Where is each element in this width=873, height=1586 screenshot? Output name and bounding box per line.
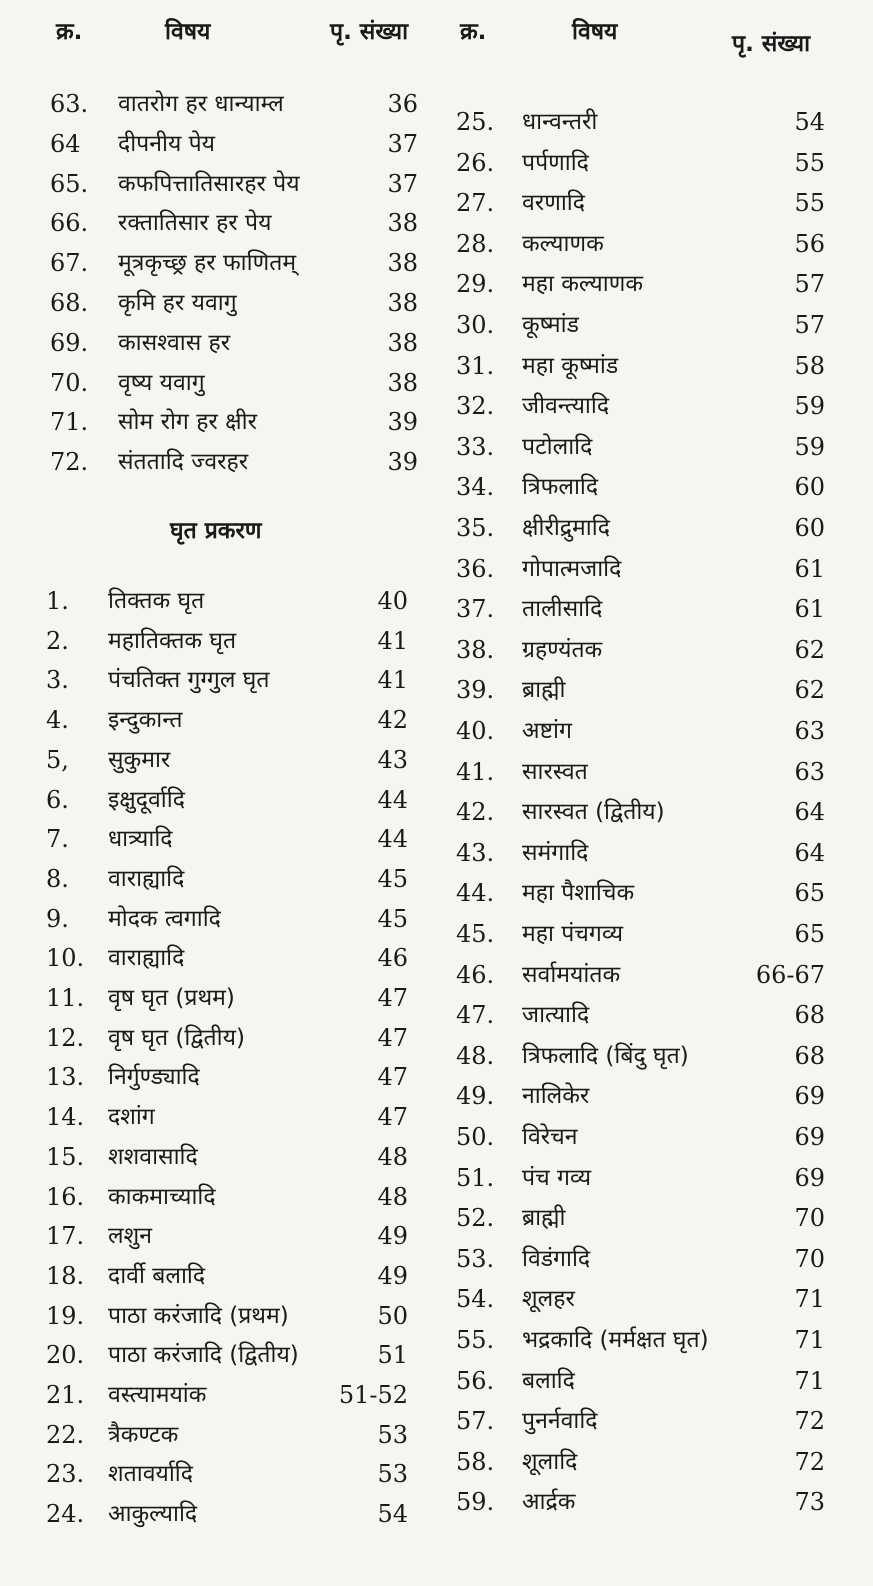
toc-row [436,183,873,223]
row-serial: 46. [456,960,495,989]
toc-row [0,819,436,859]
row-serial: 44. [456,879,495,908]
row-serial: 21. [46,1381,85,1409]
row-title: इन्दुकान्त [108,707,183,734]
row-page-number: 54 [377,1500,408,1529]
row-serial: 58. [456,1447,495,1476]
toc-row [436,955,873,995]
toc-row [0,1137,436,1177]
row-title: विडंगादि [522,1245,591,1272]
row-serial: 15. [46,1142,85,1171]
header-serial-label: क्र. [460,19,487,45]
row-title: शतावर्यादि [108,1461,193,1488]
row-page-number: 41 [377,666,408,695]
row-title: जीवन्त्यादि [522,393,610,420]
toc-row [0,938,436,978]
row-page-number: 58 [794,351,825,380]
row-title: गोपात्मजादि [522,555,622,582]
toc-row [436,549,873,589]
row-serial: 50. [456,1123,495,1151]
row-page-number: 47 [377,984,408,1012]
header-subject-label: विषय [572,19,618,45]
row-serial: 45. [456,920,495,948]
row-title: वृष घृत (द्वितीय) [108,1024,245,1051]
toc-row [0,442,436,482]
row-title: ब्राह्मी [522,677,566,704]
row-page-number: 41 [377,626,408,655]
row-title: सुकुमार [108,746,171,773]
row-serial: 33. [456,432,495,461]
row-page-number: 63 [794,757,825,786]
toc-row [436,833,873,873]
row-page-number: 37 [387,169,418,198]
header-serial-label: क्र. [56,19,83,45]
row-serial: 34. [456,473,495,502]
toc-row [0,1454,436,1494]
toc-row [436,914,873,954]
row-page-number: 59 [794,432,825,461]
row-serial: 29. [456,270,495,299]
row-page-number: 50 [377,1301,408,1330]
row-page-number: 66-67 [755,960,825,989]
row-title: त्रैकण्टक [108,1421,179,1448]
toc-row [436,427,873,467]
row-title: वाराह्यादि [108,865,185,892]
toc-row [436,1158,873,1198]
row-page-number: 69 [794,1123,825,1151]
toc-row [0,581,436,621]
row-page-number: 63 [794,717,825,745]
toc-row [436,1076,873,1116]
row-serial: 57. [456,1407,495,1436]
toc-row [436,630,873,670]
row-serial: 32. [456,392,495,421]
toc-row [0,859,436,899]
header-subject-label: विषय [165,19,211,45]
row-serial: 23. [46,1460,85,1489]
toc-row [0,1097,436,1137]
row-page-number: 55 [794,148,825,177]
toc-row [436,264,873,304]
row-title: सोम रोग हर क्षीर [118,409,257,436]
row-serial: 31. [456,351,495,380]
row-page-number: 39 [387,408,418,437]
row-page-number: 57 [794,270,825,299]
row-title: महा पैशाचिक [522,880,635,907]
row-serial: 71. [50,408,89,437]
toc-row [0,1415,436,1455]
toc-row [436,1239,873,1279]
toc-row [436,752,873,792]
row-serial: 9. [46,904,69,933]
row-serial: 64 [50,129,81,158]
toc-row [0,203,436,243]
row-title: काकमाच्यादि [108,1183,216,1210]
row-title: पटोलादि [522,433,593,460]
row-serial: 1. [46,587,69,615]
row-title: पंचतिक्त गुग्गुल घृत [108,667,270,694]
row-page-number: 56 [794,229,825,258]
row-serial: 56. [456,1366,495,1395]
row-title: सर्वामयांतक [522,961,621,988]
row-page-number: 61 [794,595,825,624]
row-serial: 53. [456,1244,495,1273]
row-page-number: 49 [377,1261,408,1290]
row-serial: 52. [456,1204,495,1233]
row-title: मूत्रकृच्छ्र हर फाणितम् [118,250,297,277]
row-page-number: 60 [794,473,825,502]
row-page-number: 39 [387,448,418,477]
toc-row [436,143,873,183]
row-page-number: 47 [377,1063,408,1092]
toc-row [0,243,436,283]
row-title: वृष घृत (प्रथम) [108,985,235,1011]
row-title: भद्रकादि (मर्मक्षत घृत) [522,1327,709,1353]
row-serial: 69. [50,328,89,357]
toc-row [436,1482,873,1522]
row-title: त्रिफलादि (बिंदु घृत) [522,1042,689,1069]
row-title: वस्त्यामयांक [108,1382,207,1408]
toc-row [436,589,873,629]
row-page-number: 71 [794,1326,825,1354]
toc-row [436,386,873,426]
row-serial: 42. [456,798,495,827]
toc-row [436,346,873,386]
toc-row [436,1401,873,1441]
row-title: दशांग [108,1104,155,1131]
row-title: लशुन [108,1223,152,1250]
row-serial: 48. [456,1041,495,1070]
row-serial: 16. [46,1182,85,1211]
row-serial: 66. [50,209,89,238]
row-serial: 30. [456,311,495,339]
row-serial: 5, [46,745,69,774]
row-page-number: 51-52 [338,1381,408,1409]
row-page-number: 48 [377,1182,408,1211]
row-title: इक्षुदूर्वादि [108,786,185,813]
toc-row [0,621,436,661]
row-title: तालीसादि [522,596,603,623]
row-title: सारस्वत (द्वितीय) [522,799,665,826]
row-serial: 55. [456,1326,495,1354]
row-page-number: 71 [794,1366,825,1395]
row-title: निर्गुण्ड्यादि [108,1064,200,1091]
toc-row [436,1198,873,1238]
row-page-number: 43 [377,745,408,774]
section-heading: घृत प्रकरण [170,518,262,544]
row-page-number: 46 [377,944,408,973]
toc-row [436,1279,873,1319]
row-serial: 18. [46,1261,85,1290]
row-title: धान्वन्तरी [522,109,598,135]
row-page-number: 38 [387,249,418,278]
row-page-number: 38 [387,209,418,238]
row-title: ग्रहण्यंतक [522,636,603,663]
row-page-number: 72 [794,1407,825,1436]
row-title: शूलहर [522,1286,575,1313]
row-serial: 4. [46,706,69,735]
row-title: महा कल्याणक [522,271,644,298]
row-title: शूलादि [522,1448,578,1475]
row-title: कूष्मांड [522,312,579,338]
row-serial: 2. [46,626,69,655]
row-title: कासश्वास हर [118,329,231,356]
row-serial: 40. [456,717,495,745]
row-page-number: 45 [377,904,408,933]
row-serial: 12. [46,1023,85,1052]
toc-row [0,660,436,700]
row-page-number: 38 [387,368,418,397]
row-serial: 41. [456,757,495,786]
row-page-number: 49 [377,1222,408,1251]
toc-row [436,873,873,913]
row-title: सारस्वत [522,758,588,785]
toc-row [0,740,436,780]
row-serial: 63. [50,90,89,118]
row-serial: 10. [46,944,85,973]
row-page-number: 44 [377,785,408,814]
row-title: पंच गव्य [522,1164,592,1191]
row-page-number: 71 [794,1285,825,1314]
row-serial: 65. [50,169,89,198]
row-page-number: 55 [794,189,825,218]
row-title: महा पंचगव्य [522,921,624,947]
toc-row [0,700,436,740]
toc-row [0,124,436,164]
row-page-number: 42 [377,706,408,735]
toc-row [0,1216,436,1256]
row-title: अष्टांग [522,718,572,744]
row-page-number: 53 [377,1420,408,1449]
row-page-number: 37 [387,129,418,158]
row-serial: 17. [46,1222,85,1251]
toc-row [436,1442,873,1482]
row-page-number: 65 [794,920,825,948]
header-page-label: पृ. संख्या [732,31,811,57]
toc-row [0,402,436,442]
toc-row [436,1361,873,1401]
row-serial: 28. [456,229,495,258]
toc-row [0,84,436,124]
row-page-number: 68 [794,1001,825,1030]
row-page-number: 45 [377,864,408,893]
row-title: वरणादि [522,190,585,217]
row-serial: 43. [456,838,495,867]
toc-row [0,1057,436,1097]
toc-row [436,711,873,751]
row-serial: 39. [456,676,495,705]
row-title: तिक्तक घृत [108,588,205,614]
toc-row [0,1335,436,1375]
row-serial: 20. [46,1341,85,1370]
left-column-header [0,14,436,54]
row-page-number: 53 [377,1460,408,1489]
row-serial: 59. [456,1488,495,1517]
row-page-number: 69 [794,1163,825,1192]
row-serial: 70. [50,368,89,397]
row-serial: 14. [46,1103,85,1132]
row-serial: 8. [46,864,69,893]
row-title: बलादि [522,1367,575,1394]
row-page-number: 38 [387,328,418,357]
toc-row [0,363,436,403]
row-page-number: 70 [794,1244,825,1273]
row-title: संततादि ज्वरहर [118,449,249,476]
row-title: महातिक्तक घृत [108,627,237,654]
row-title: विरेचन [522,1124,578,1150]
row-page-number: 70 [794,1204,825,1233]
row-title: कफपित्तातिसारहर पेय [118,170,300,197]
row-serial: 11. [46,984,85,1012]
row-title: आकुल्यादि [108,1501,198,1528]
row-page-number: 48 [377,1142,408,1171]
row-page-number: 59 [794,392,825,421]
toc-row [436,670,873,710]
row-serial: 19. [46,1301,85,1330]
row-serial: 27. [456,189,495,218]
header-page-label: पृ. संख्या [330,19,409,45]
row-page-number: 62 [794,635,825,664]
row-title: धात्र्यादि [108,826,173,853]
toc-row [436,1036,873,1076]
row-serial: 37. [456,595,495,624]
row-page-number: 51 [377,1341,408,1370]
row-serial: 54. [456,1285,495,1314]
row-serial: 25. [456,108,495,136]
row-title: पुनर्नवादि [522,1408,598,1435]
row-serial: 72. [50,448,89,477]
toc-row [0,1296,436,1336]
row-title: पाठा करंजादि (द्वितीय) [108,1342,299,1369]
row-serial: 51. [456,1163,495,1192]
row-title: मोदक त्वगादि [108,905,221,932]
row-serial: 67. [50,249,89,278]
row-page-number: 64 [794,798,825,827]
row-page-number: 44 [377,825,408,854]
row-title: पर्पणादि [522,149,589,176]
row-page-number: 72 [794,1447,825,1476]
row-page-number: 40 [377,587,408,615]
row-title: त्रिफलादि [522,474,599,501]
toc-row [0,780,436,820]
toc-row [0,1018,436,1058]
toc-row [436,467,873,507]
toc-row [0,323,436,363]
row-page-number: 57 [794,311,825,339]
toc-row [0,1375,436,1415]
row-title: नालिकेर [522,1083,590,1110]
row-page-number: 54 [794,108,825,136]
row-serial: 35. [456,514,495,542]
row-title: दीपनीय पेय [118,130,216,157]
toc-row [436,102,873,142]
row-title: आर्द्रक [522,1489,576,1516]
row-serial: 36. [456,554,495,583]
row-serial: 7. [46,825,69,854]
row-title: जात्यादि [522,1002,590,1029]
row-serial: 26. [456,148,495,177]
right-column-header [436,14,873,57]
row-serial: 47. [456,1001,495,1030]
row-serial: 3. [46,666,69,695]
row-serial: 6. [46,785,69,814]
row-page-number: 62 [794,676,825,705]
toc-row [436,508,873,548]
row-page-number: 64 [794,838,825,867]
toc-row [436,995,873,1035]
row-title: कृमि हर यवागु [118,290,237,316]
row-title: कल्याणक [522,230,604,257]
row-title: शशवासादि [108,1143,198,1170]
row-serial: 22. [46,1420,85,1449]
row-serial: 38. [456,635,495,664]
toc-row [436,224,873,264]
row-page-number: 68 [794,1041,825,1070]
toc-row [0,899,436,939]
row-serial: 49. [456,1082,495,1111]
toc-row [0,978,436,1018]
row-title: समंगादि [522,839,589,866]
row-title: महा कूष्मांड [522,352,619,379]
toc-row [0,1256,436,1296]
row-page-number: 47 [377,1103,408,1132]
row-title: वाराह्यादि [108,945,185,972]
row-title: वातरोग हर धान्याम्ल [118,91,284,117]
row-title: ब्राह्मी [522,1205,566,1232]
toc-row [436,792,873,832]
row-title: वृष्य यवागु [118,369,205,396]
toc-row [0,283,436,323]
row-title: क्षीरीद्रुमादि [522,515,610,541]
toc-row [0,164,436,204]
row-title: दार्वी बलादि [108,1262,206,1289]
row-title: रक्तातिसार हर पेय [118,210,272,237]
row-serial: 13. [46,1063,85,1092]
row-page-number: 38 [387,289,418,317]
row-page-number: 36 [387,90,418,118]
row-page-number: 69 [794,1082,825,1111]
row-page-number: 61 [794,554,825,583]
row-page-number: 60 [794,514,825,542]
row-page-number: 73 [794,1488,825,1517]
row-title: पाठा करंजादि (प्रथम) [108,1302,289,1329]
row-serial: 68. [50,289,89,317]
row-serial: 24. [46,1500,85,1529]
row-page-number: 65 [794,879,825,908]
toc-row [0,1494,436,1534]
row-page-number: 47 [377,1023,408,1052]
toc-row [0,1177,436,1217]
toc-row [436,1117,873,1157]
toc-row [436,305,873,345]
toc-row [436,1320,873,1360]
